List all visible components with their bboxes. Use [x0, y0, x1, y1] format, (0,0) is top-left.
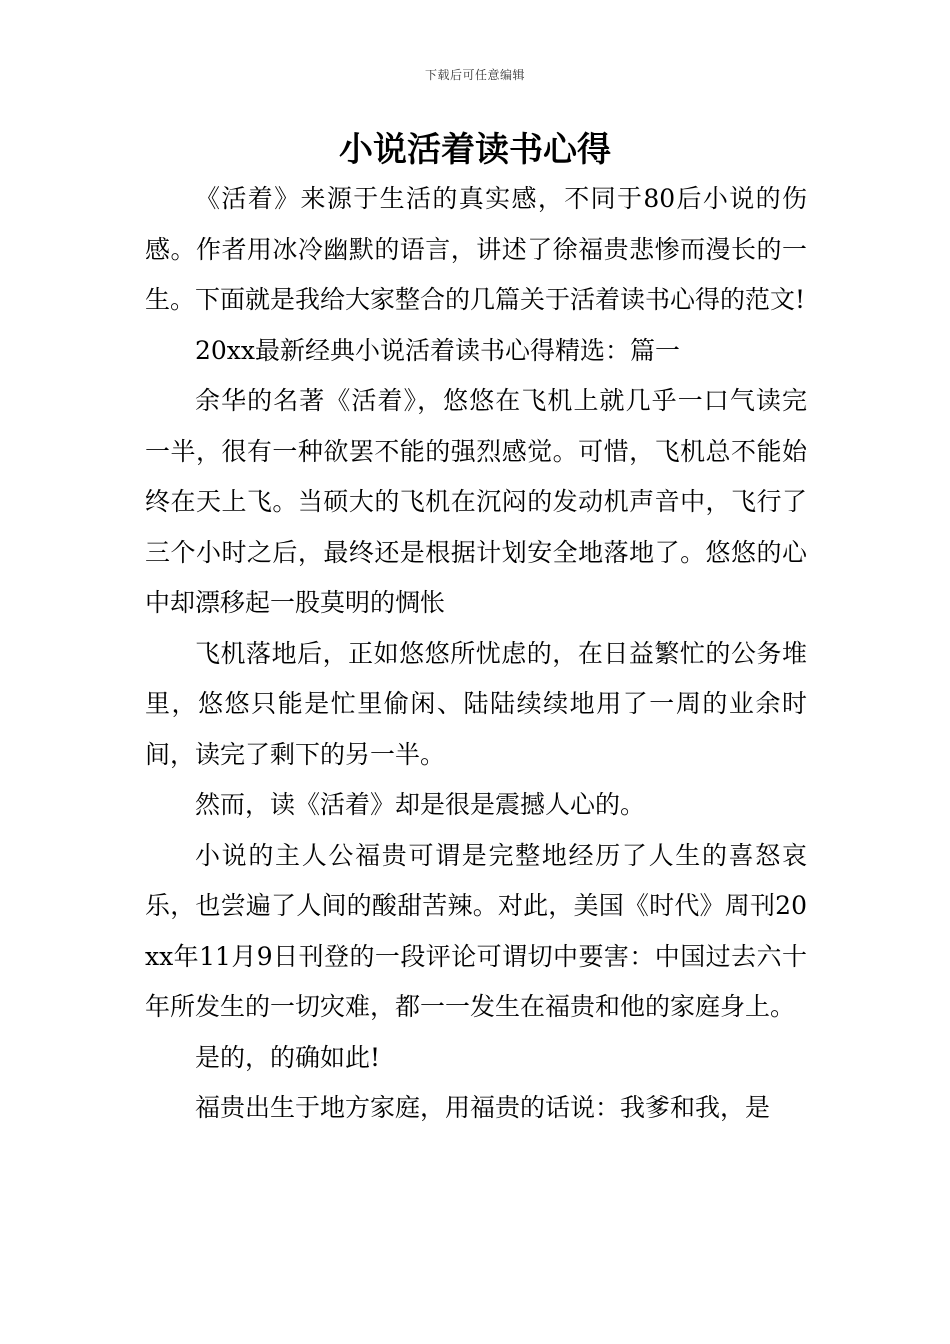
paragraph: 福贵出生于地方家庭，用福贵的话说：我爹和我，是: [195, 1093, 771, 1122]
paragraph-section-heading: 20xx最新经典小说活着读书心得精选：篇一: [195, 335, 681, 365]
paragraph: 是的，的确如此!: [195, 1042, 381, 1072]
paragraph: 小说的主人公福贵可谓是完整地经历了人生的喜怒哀乐，也尝遍了人间的酸甜苦辣。对此，美国《时代》周刊20xx年11月9日刊登的一段评论可谓切中要害：中国过去六十年所发生的一切灾难，都一一发生在福贵和他的家庭身上。: [145, 840, 807, 1021]
paragraph-intro: 《活着》来源于生活的真实感，不同于80后小说的伤感。作者用冰冷幽默的语言，讲述了徐福贵悲惨而漫长的一生。下面就是我给大家整合的几篇关于活着读书心得的范文!: [145, 184, 807, 314]
paragraph: 飞机落地后，正如悠悠所忧虑的，在日益繁忙的公务堆里，悠悠只能是忙里偷闲、陆陆续续地用了一周的业余时间，读完了剩下的另一半。: [145, 638, 807, 769]
paragraph: 然而，读《活着》却是很是震撼人心的。: [195, 790, 646, 819]
paragraph: 余华的名著《活着》，悠悠在飞机上就几乎一口气读完一半，很有一种欲罢不能的强烈感觉。可惜，飞机总不能始终在天上飞。当硕大的飞机在沉闷的发动机声音中，飞行了三个小时之后，最终还是根据计划安全地落地了。悠悠的心中却漂移起一股莫明的惆怅: [145, 386, 807, 617]
document-body: [145, 174, 807, 1134]
header-note: 下载后可任意编辑: [424, 68, 525, 82]
document-title: 小说活着读书心得: [339, 130, 611, 170]
